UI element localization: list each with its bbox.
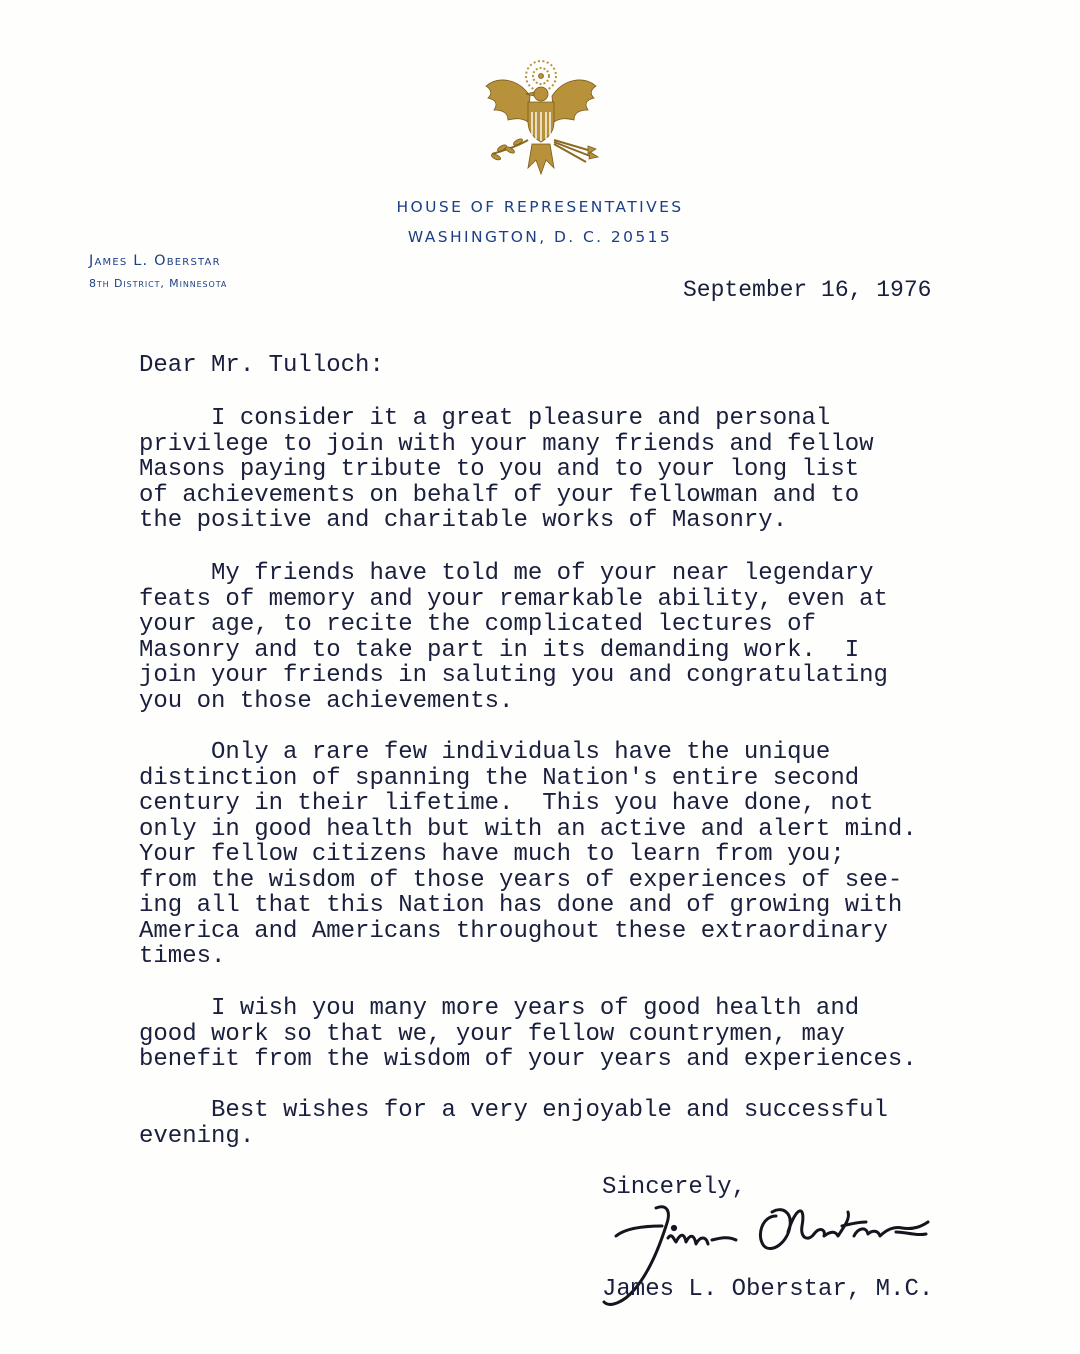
body-paragraph: My friends have told me of your near legendary feats of memory and your remarkable ability, even at your age, to recite the complicated lectures of Masonry and to take part in its demanding work. I join your friends in saluting you and congratulating you on those achievements. [139, 560, 888, 715]
typed-signatory-name: James L. Oberstar, M.C. [602, 1276, 934, 1303]
letterhead-chamber: HOUSE OF REPRESENTATIVES [396, 198, 684, 216]
body-paragraph: I wish you many more years of good health and good work so that we, your fellow countrymen, may benefit from the wisdom of your years and experiences. [139, 995, 917, 1073]
body-paragraph: Only a rare few individuals have the unique distinction of spanning the Nation's entire second century in their lifetime. This you have done, not only in good health but with an active and alert mind. Your fellow citizens have much to learn from you; from the wisdom of those years of experiences of see- ing all that this Nation has done and of growing with America and Americans throughout these extraordinary times. [139, 739, 917, 970]
letter-date: September 16, 1976 [683, 277, 932, 303]
body-paragraph: I consider it a great pleasure and personal privilege to join with your many friends and fellow Masons paying tribute to you and to your long list of achievements on behalf of your fellowman and to the positive and charitable works of Masonry. [139, 405, 874, 534]
salutation: Dear Mr. Tulloch: [139, 352, 384, 379]
member-district: 8th District, Minnesota [89, 277, 228, 290]
body-paragraph: Best wishes for a very enjoyable and successful evening. [139, 1097, 888, 1150]
great-seal-eagle-icon [478, 56, 604, 184]
member-name: James L. Oberstar [89, 253, 221, 269]
closing: Sincerely, [602, 1174, 747, 1201]
letterhead-address: WASHINGTON, D. C. 20515 [407, 228, 673, 246]
